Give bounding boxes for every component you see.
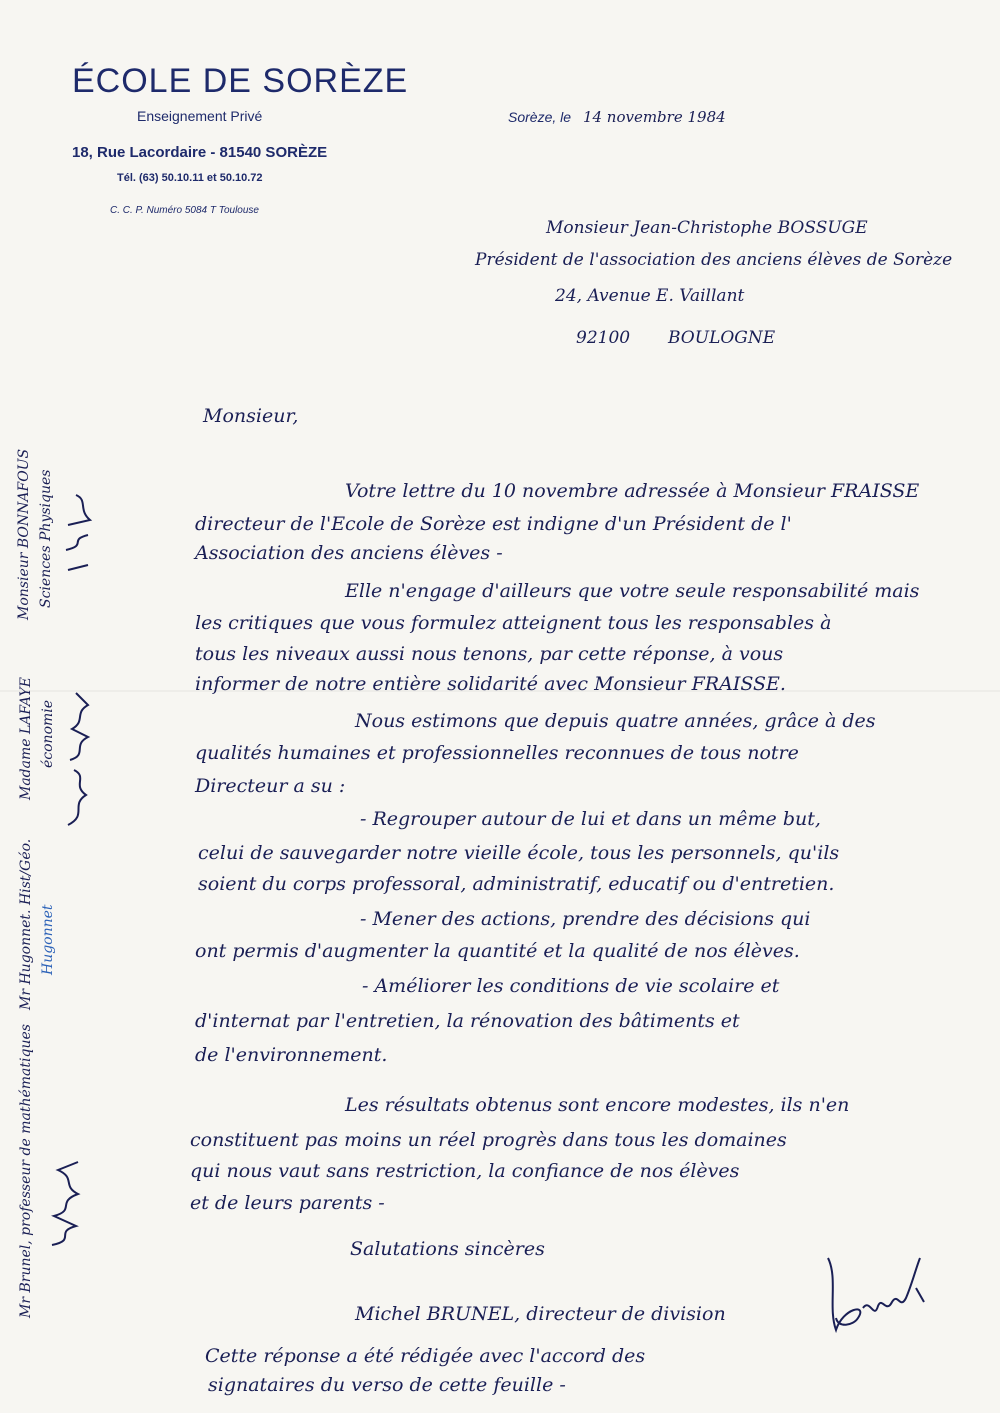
postscript-line: Cette réponse a été rédigée avec l'accord des (205, 1345, 646, 1367)
recipient-city: BOULOGNE (668, 328, 776, 348)
body-line: qui nous vaut sans restriction, la confiance de nos élèves (190, 1160, 740, 1182)
body-line: les critiques que vous formulez atteignent tous les responsables à (195, 612, 832, 634)
body-line: Directeur a su : (195, 775, 346, 797)
lafaye-signature (58, 685, 98, 830)
body-line: Votre lettre du 10 novembre adressée à Monsieur FRAISSE (345, 480, 920, 502)
body-line: d'internat par l'entretien, la rénovation des bâtiments et (195, 1010, 740, 1032)
body-line: et de leurs parents - (190, 1192, 385, 1214)
body-line: de l'environnement. (195, 1044, 388, 1066)
body-line: Association des anciens élèves - (195, 542, 503, 564)
closing: Salutations sincères (350, 1238, 545, 1260)
margin-note-lafaye: Madame LAFAYE (18, 677, 34, 800)
body-line: - Regrouper autour de lui et dans un même but, (360, 808, 821, 830)
letterhead-ccp: C. C. P. Numéro 5084 T Toulouse (110, 205, 259, 216)
body-line: ont permis d'augmenter la quantité et la qualité de nos élèves. (195, 940, 800, 962)
letterhead-subtitle: Enseignement Privé (137, 108, 263, 124)
margin-note-bonnafous-role: Sciences Physiques (38, 469, 54, 608)
body-line: celui de sauvegarder notre vieille école, tous les personnels, qu'ils (198, 842, 840, 864)
body-line: Nous estimons que depuis quatre années, grâce à des (355, 710, 876, 732)
signature-line: Michel BRUNEL, directeur de division (355, 1303, 726, 1325)
body-line: Elle n'engage d'ailleurs que votre seule responsabilité mais (345, 580, 920, 602)
postscript-line: signataires du verso de cette feuille - (208, 1374, 566, 1396)
body-line: directeur de l'Ecole de Sorèze est indigne d'un Président de l' (195, 513, 792, 535)
date-line (508, 108, 726, 126)
recipient-postcode: 92100 (576, 328, 631, 348)
date-value: 14 novembre 1984 (582, 108, 726, 126)
margin-note-lafaye-role: économie (40, 699, 56, 768)
body-line: - Mener des actions, prendre des décisions qui (360, 908, 811, 930)
body-line: soient du corps professoral, administratif, educatif ou d'entretien. (198, 873, 835, 895)
body-line: Les résultats obtenus sont encore modestes, ils n'en (345, 1094, 850, 1116)
salutation: Monsieur, (203, 405, 299, 427)
body-line: constituent pas moins un réel progrès dans tous les domaines (190, 1129, 787, 1151)
brunel-signature (808, 1248, 948, 1338)
recipient-street: 24, Avenue E. Vaillant (555, 286, 745, 306)
body-line: informer de notre entière solidarité avec Monsieur FRAISSE. (195, 673, 786, 695)
margin-note-hugonnet-signature: Hugonnet (40, 904, 56, 975)
margin-note-hugonnet: Mr Hugonnet. Hist/Géo. (18, 838, 34, 1010)
letterhead-address: 18, Rue Lacordaire - 81540 SORÈZE (72, 144, 328, 161)
brunel-margin-signature (42, 1150, 92, 1250)
bonnafous-signature (58, 490, 98, 580)
date-prefix: Sorèze, le (508, 109, 572, 125)
recipient-name: Monsieur Jean-Christophe BOSSUGE (546, 218, 868, 238)
body-line: tous les niveaux aussi nous tenons, par cette réponse, à vous (195, 643, 784, 665)
body-line: - Améliorer les conditions de vie scolaire et (362, 975, 780, 997)
margin-note-brunel: Mr Brunel, professeur de mathématiques (18, 1024, 34, 1318)
margin-note-bonnafous: Monsieur BONNAFOUS (16, 448, 32, 620)
body-line: qualités humaines et professionnelles reconnues de tous notre (195, 742, 799, 764)
recipient-title: Président de l'association des anciens élèves de Sorèze (475, 250, 953, 270)
letterhead-school-name: ÉCOLE DE SORÈZE (72, 62, 409, 100)
letterhead-phone: Tél. (63) 50.10.11 et 50.10.72 (117, 172, 263, 184)
